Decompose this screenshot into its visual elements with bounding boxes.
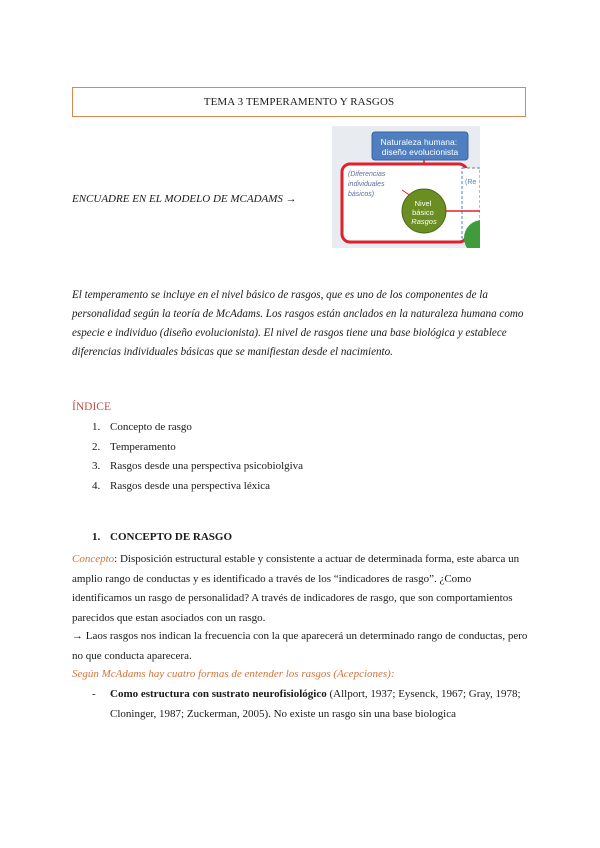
- index-heading: ÍNDICE: [72, 401, 111, 413]
- index-item-number: 3.: [92, 460, 101, 472]
- acepcion-rest: (Allport, 1937; Eysenck, 1967; Gray, 1978; Cloninger, 1987; Zuckerman, 2005). No existe un rasgo sin una base biologica: [110, 688, 521, 720]
- acepcion-text: [110, 685, 532, 724]
- title-box: [72, 87, 526, 117]
- index-item-label: Rasgos desde una perspectiva psicobiolgiva: [110, 460, 304, 472]
- arrow-paragraph: → Laos rasgos nos indican la frecuencia con la que aparecerá un determinado rango de conductas, pero no que conducta aparecera.: [72, 630, 528, 662]
- top-box-text: Naturaleza humana: diseño evolucionista: [380, 137, 459, 157]
- encuadre-text: ENCUADRE EN EL MODELO DE MCADAMS →: [72, 193, 297, 205]
- acepcion-bold: Como estructura con sustrato neurofisiológico: [110, 688, 327, 700]
- page-title: TEMA 3 TEMPERAMENTO Y RASGOS: [203, 96, 395, 108]
- acepciones-heading: Según McAdams hay cuatro formas de entender los rasgos (Acepciones):: [72, 668, 395, 680]
- section-title: CONCEPTO DE RASGO: [110, 531, 233, 543]
- acepcion-item: [92, 685, 532, 724]
- index-item-number: 1.: [92, 421, 101, 433]
- concept-label: Concepto: [72, 553, 115, 565]
- dash-bullet: -: [92, 688, 96, 700]
- circle-text: Nivel básico Rasgos: [411, 199, 437, 226]
- index-item-label: Temperamento: [110, 440, 176, 453]
- index-item-number: 2.: [92, 440, 101, 453]
- intro-paragraph: El temperamento se incluye en el nivel básico de rasgos, que es uno de los componentes de la personalidad según la teoría de McAdams. Los rasgos están anclados en la naturaleza humana como especie e individuo (diseño evolucionista). El nivel de rasgos tiene una base biológica y establece diferencias individuales básicas que se manifiestan desde el nacimiento.: [72, 289, 524, 358]
- concept-paragraph: [72, 550, 530, 628]
- left-label: (Diferencias individuales básicos): [348, 171, 386, 198]
- section-number: 1.: [92, 531, 101, 543]
- concept-text: : Disposición estructural estable y consistente a actuar de determinada forma, este abarca un amplio rango de conductas y es identificado a través de los “indicadores de rasgo”. ¿Como identificamos un rasgo de personalidad? A través de indicadores de rasgo, que son comportamientos parecidos que estan asociados con un rasgo.: [72, 553, 520, 624]
- mcadams-diagram: [332, 126, 480, 248]
- mcadams-diagram-svg: [332, 126, 480, 248]
- index-item: [92, 438, 303, 458]
- index-item-label: Rasgos desde una perspectiva léxica: [110, 479, 271, 492]
- index-item: [92, 457, 303, 477]
- index-item: [92, 418, 303, 438]
- index-item: [92, 477, 303, 497]
- index-item-number: 4.: [92, 479, 101, 492]
- index-item-label: Concepto de rasgo: [110, 421, 192, 433]
- index-list: [92, 418, 303, 496]
- right-tag: (Re: [465, 179, 477, 186]
- section-heading: [92, 531, 232, 543]
